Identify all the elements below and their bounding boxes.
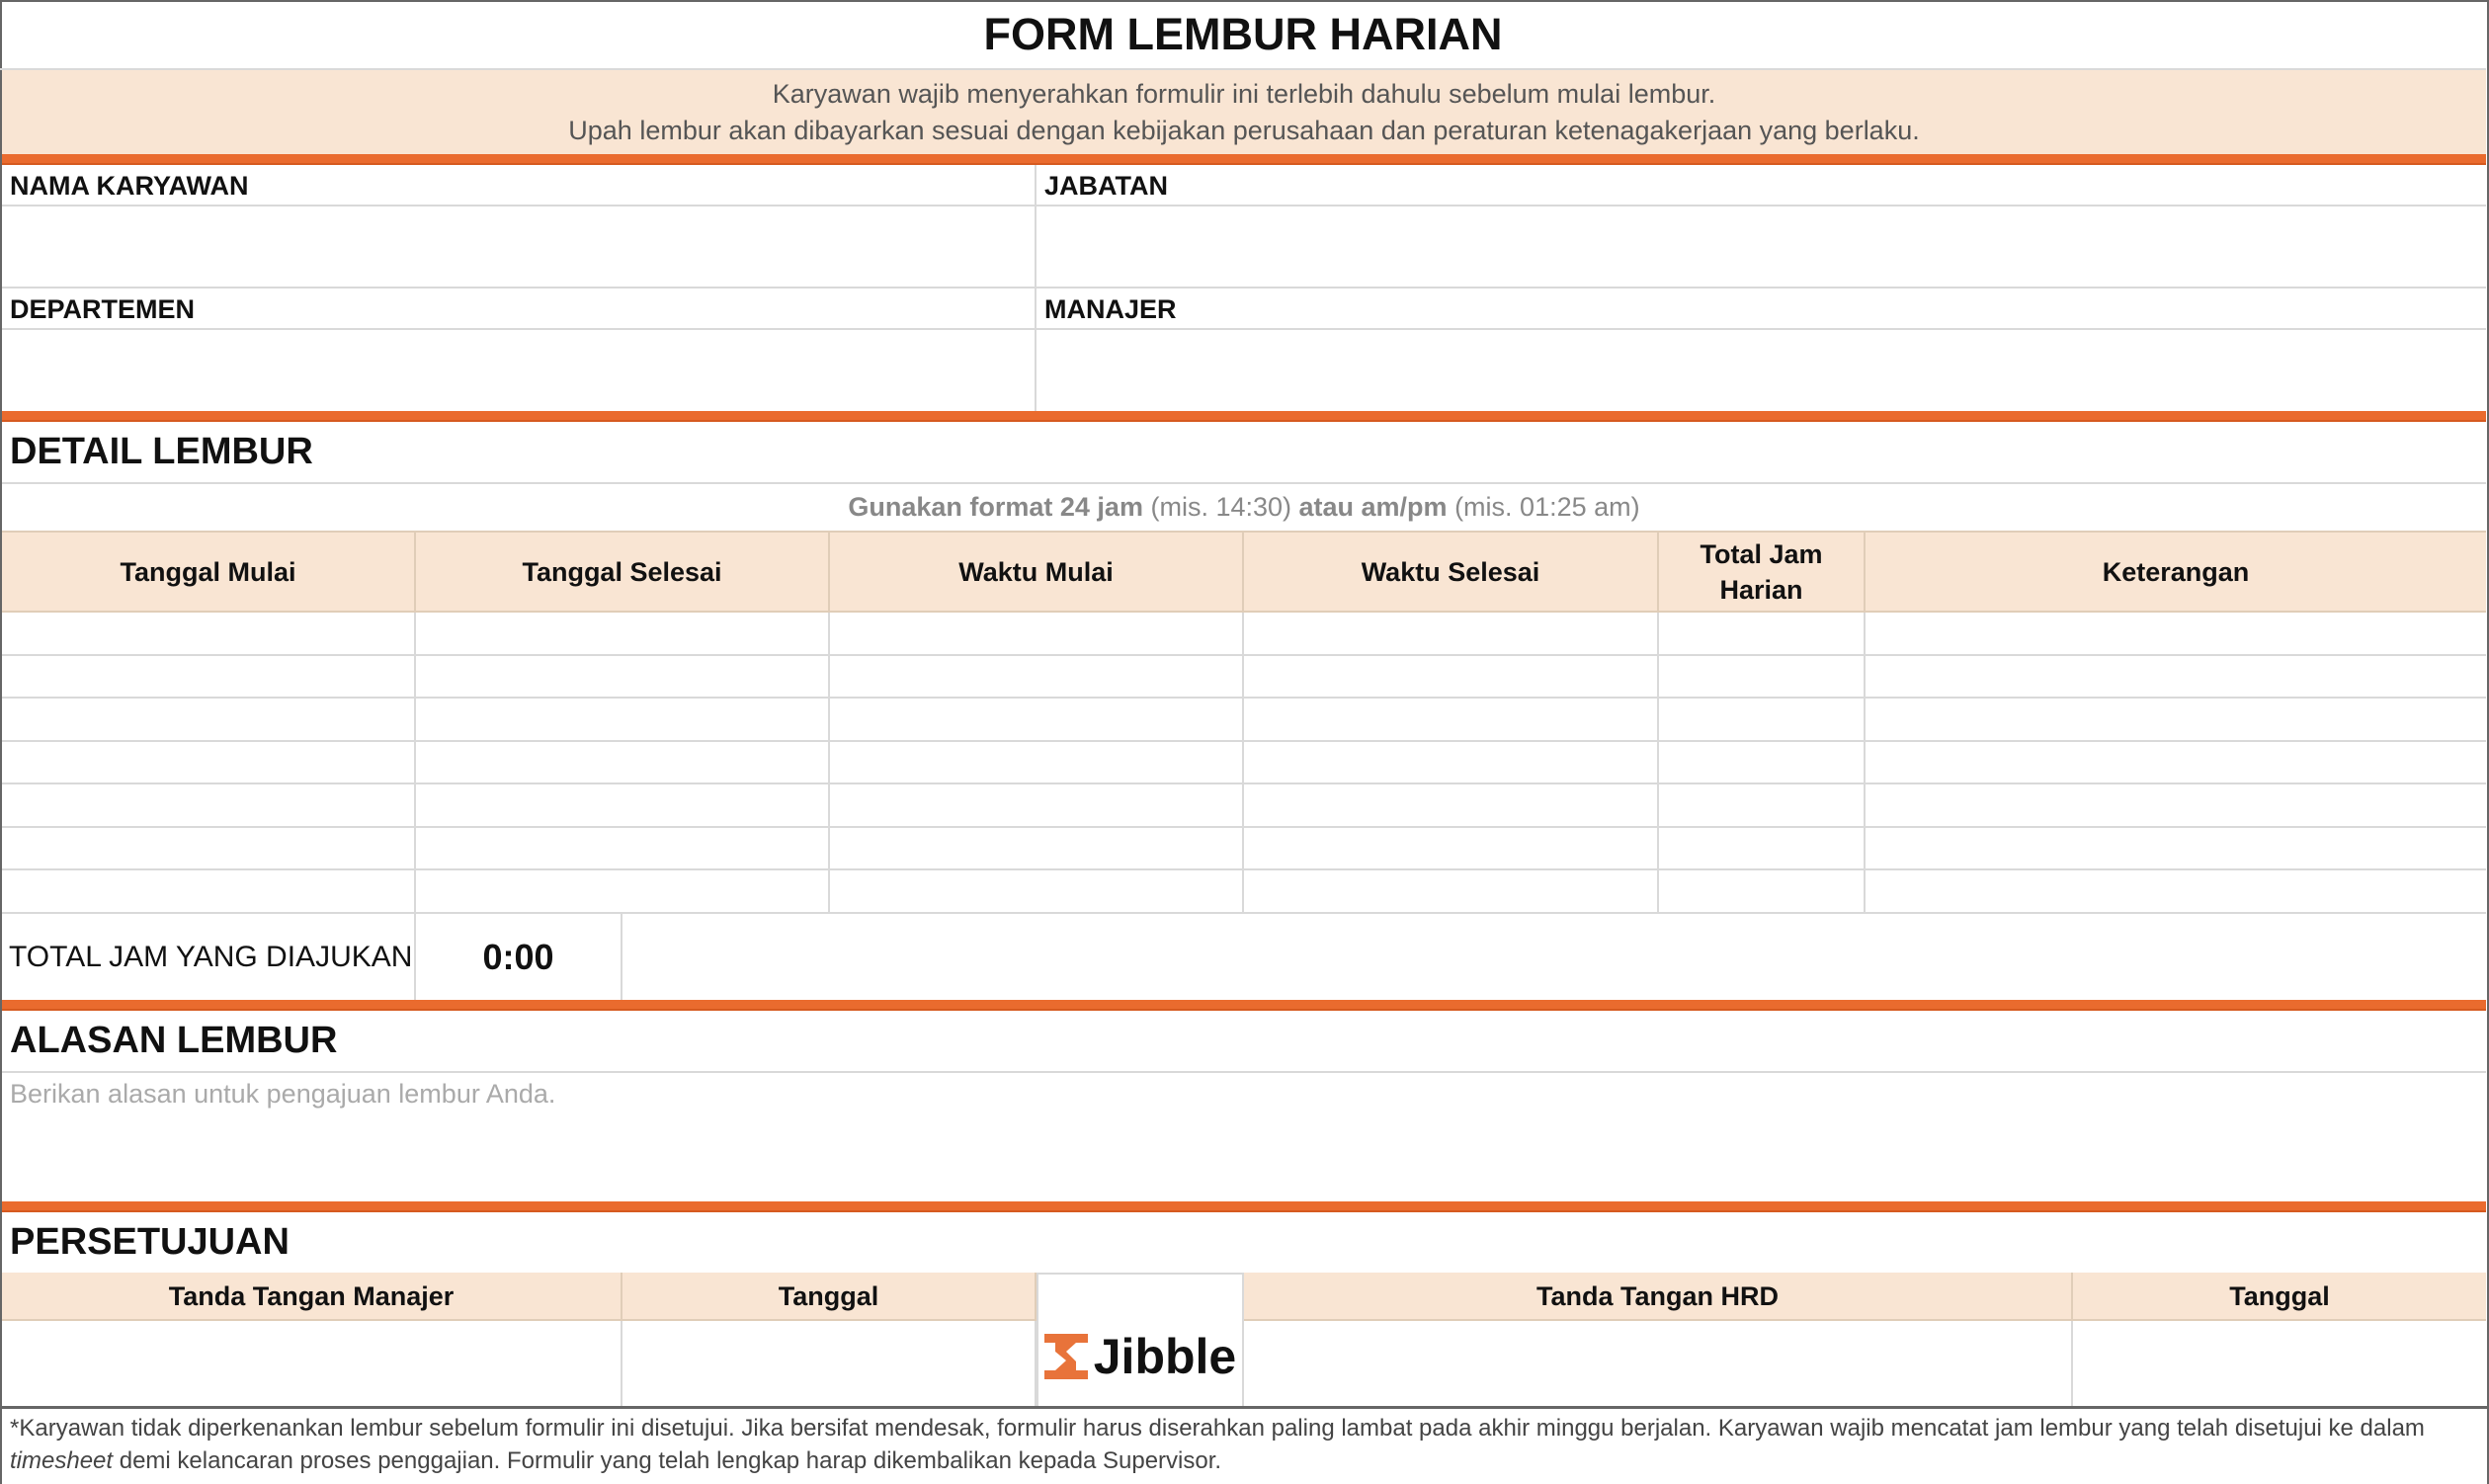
table-cell[interactable] — [2, 699, 416, 742]
hrd-signature-header: Tanda Tangan HRD — [1244, 1273, 2073, 1321]
footnote-italic: timesheet — [10, 1447, 114, 1474]
hint-text-1: (mis. 14:30) — [1142, 492, 1299, 522]
notice-banner — [2, 70, 2486, 154]
hint-bold-2: atau am/pm — [1298, 492, 1448, 522]
logo-text: Jibble — [1093, 1328, 1237, 1384]
reason-heading: ALASAN LEMBUR — [2, 1011, 2486, 1073]
page-title: FORM LEMBUR HARIAN — [0, 0, 2486, 70]
table-cell[interactable] — [830, 656, 1244, 700]
column-header: Tanggal Mulai — [2, 531, 416, 613]
table-cell[interactable] — [1244, 784, 1659, 828]
divider-bar — [2, 154, 2486, 165]
table-cell[interactable] — [1659, 613, 1866, 656]
table-cell[interactable] — [1659, 828, 1866, 871]
hint-bold-1: Gunakan format 24 jam — [848, 492, 1143, 522]
footnote-text-1: *Karyawan tidak diperkenankan lembur sebelum formulir ini disetujui. Jika bersifat mendesak, formulir harus diserahkan paling lambat pada akhir minggu berjalan. Karyawan wajib mencatat jam lembur yang telah disetujui ke dalam — [10, 1415, 2425, 1442]
manager-signature-input[interactable] — [2, 1321, 622, 1408]
table-cell[interactable] — [1866, 870, 2486, 914]
table-cell[interactable] — [1659, 870, 1866, 914]
table-cell[interactable] — [416, 828, 830, 871]
table-cell[interactable] — [1659, 784, 1866, 828]
table-cell[interactable] — [2, 784, 416, 828]
column-header: Keterangan — [1866, 531, 2486, 613]
table-cell[interactable] — [1659, 656, 1866, 700]
table-cell[interactable] — [1866, 784, 2486, 828]
table-cell[interactable] — [416, 656, 830, 700]
hourglass-icon — [1044, 1334, 1088, 1379]
table-cell[interactable] — [2, 613, 416, 656]
table-cell[interactable] — [830, 784, 1244, 828]
position-input[interactable] — [1037, 206, 2486, 289]
notice-line-1: Karyawan wajib menyerahkan formulir ini terlebih dahulu sebelum mulai lembur. — [772, 79, 1716, 109]
manager-date-input[interactable] — [622, 1321, 1037, 1408]
notice-line-2: Upah lembur akan dibayarkan sesuai dengan kebijakan perusahaan dan peraturan ketenagakerjaan yang berlaku. — [568, 116, 1920, 145]
footnote — [2, 1408, 2486, 1481]
department-input[interactable] — [2, 330, 1037, 411]
table-cell[interactable] — [1244, 613, 1659, 656]
column-header: Waktu Selesai — [1244, 531, 1659, 613]
table-cell[interactable] — [1659, 699, 1866, 742]
reason-input[interactable]: Berikan alasan untuk pengajuan lembur Anda. — [10, 1079, 556, 1109]
table-cell[interactable] — [2, 656, 416, 700]
table-cell[interactable] — [1866, 613, 2486, 656]
manager-signature-header: Tanda Tangan Manajer — [2, 1273, 622, 1321]
table-cell[interactable] — [830, 699, 1244, 742]
table-cell[interactable] — [1244, 742, 1659, 785]
table-cell[interactable] — [1866, 742, 2486, 785]
table-cell[interactable] — [1866, 699, 2486, 742]
table-cell[interactable] — [2, 870, 416, 914]
table-cell[interactable] — [416, 870, 830, 914]
employee-name-label: NAMA KARYAWAN — [2, 165, 1037, 206]
employee-name-input[interactable] — [2, 206, 1037, 289]
column-header: Total Jam Harian — [1659, 531, 1866, 613]
table-cell[interactable] — [830, 613, 1244, 656]
table-cell[interactable] — [1866, 656, 2486, 700]
column-header: Tanggal Selesai — [416, 531, 830, 613]
hint-text-2: (mis. 01:25 am) — [1447, 492, 1640, 522]
table-cell[interactable] — [416, 613, 830, 656]
hrd-date-input[interactable] — [2073, 1321, 2486, 1408]
divider-bar — [2, 1201, 2486, 1212]
manager-label: MANAJER — [1037, 289, 2486, 330]
table-cell[interactable] — [1244, 699, 1659, 742]
table-cell[interactable] — [416, 699, 830, 742]
total-hours-label: TOTAL JAM YANG DIAJUKAN — [2, 914, 416, 1000]
table-cell[interactable] — [1659, 742, 1866, 785]
time-format-hint — [2, 484, 2486, 531]
table-cell[interactable] — [1244, 828, 1659, 871]
hrd-date-header: Tanggal — [2073, 1273, 2486, 1321]
divider-bar — [2, 411, 2486, 422]
table-cell[interactable] — [830, 828, 1244, 871]
table-cell[interactable] — [1244, 870, 1659, 914]
column-header: Waktu Mulai — [830, 531, 1244, 613]
detail-heading: DETAIL LEMBUR — [2, 422, 2486, 484]
table-cell[interactable] — [1866, 828, 2486, 871]
jibble-logo — [1037, 1273, 1244, 1408]
divider-bar — [2, 1000, 2486, 1011]
table-cell[interactable] — [830, 742, 1244, 785]
table-cell[interactable] — [2, 828, 416, 871]
department-label: DEPARTEMEN — [2, 289, 1037, 330]
approval-heading: PERSETUJUAN — [10, 1221, 290, 1263]
total-hours-value: 0:00 — [416, 914, 622, 1000]
hrd-signature-input[interactable] — [1244, 1321, 2073, 1408]
position-label: JABATAN — [1037, 165, 2486, 206]
manager-input[interactable] — [1037, 330, 2486, 411]
table-cell[interactable] — [416, 784, 830, 828]
footnote-text-2: demi kelancaran proses penggajian. Formulir yang telah lengkap harap dikembalikan kepada Supervisor. — [113, 1447, 1222, 1474]
table-cell[interactable] — [416, 742, 830, 785]
manager-date-header: Tanggal — [622, 1273, 1037, 1321]
table-cell[interactable] — [830, 870, 1244, 914]
table-cell[interactable] — [2, 742, 416, 785]
table-cell[interactable] — [1244, 656, 1659, 700]
